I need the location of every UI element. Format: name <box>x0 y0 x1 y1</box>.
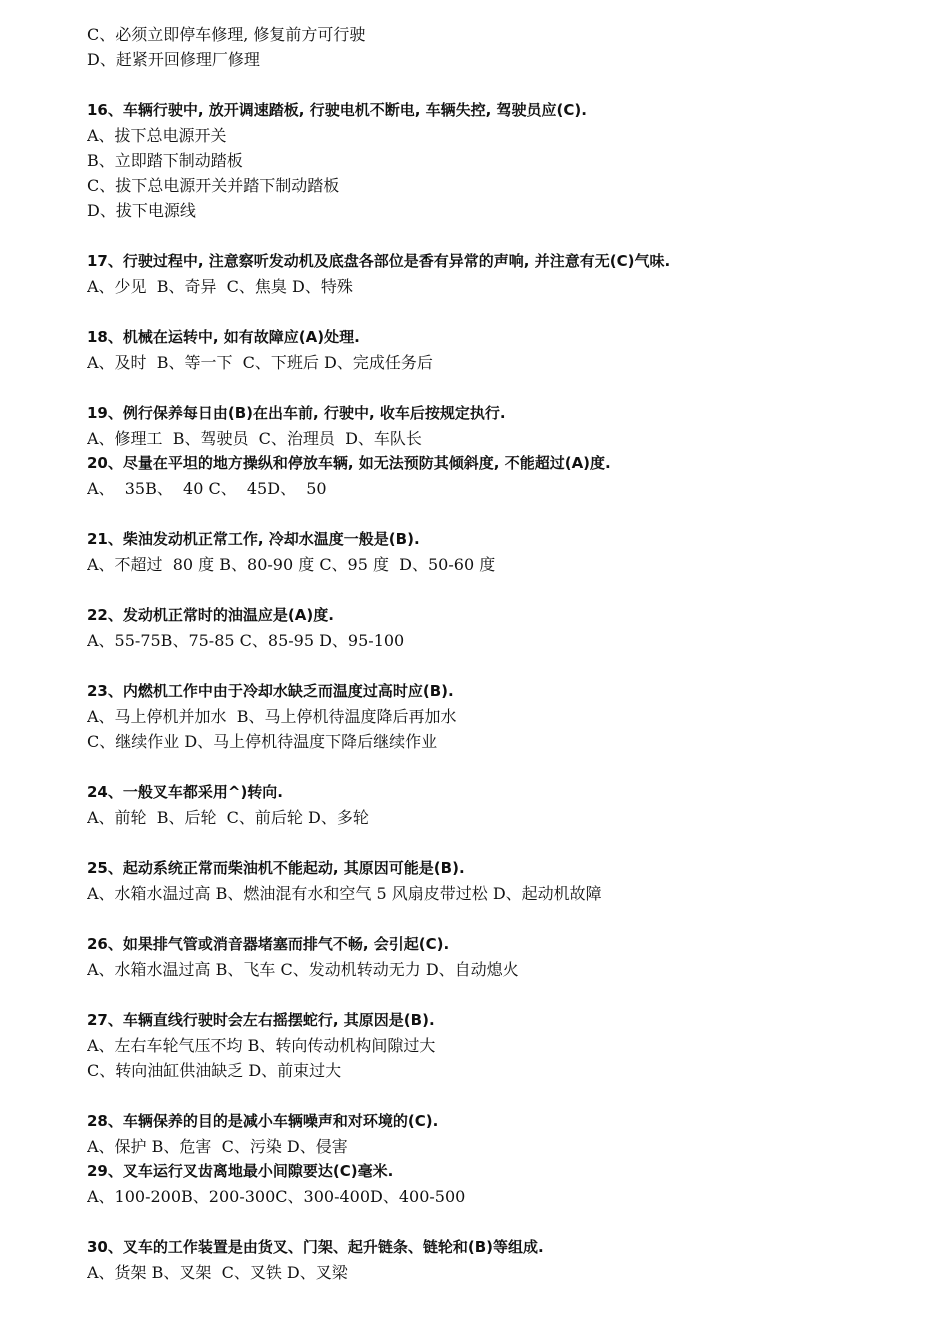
answer-options: A、水箱水温过高 B、燃油混有水和空气 5 风扇皮带过松 D、起动机故障 <box>87 884 602 903</box>
answer-options: A、不超过 80 度 B、80-90 度 C、95 度 D、50-60 度 <box>87 555 496 574</box>
blank-line <box>87 577 907 603</box>
answer-options: A、货架 B、叉架 C、叉铁 D、叉梁 <box>87 1263 348 1282</box>
blank-line <box>87 375 907 401</box>
question-text: 22、发动机正常时的油温应是(A)度. <box>87 606 334 624</box>
answer-options: A、及时 B、等一下 C、下班后 D、完成任务后 <box>87 353 433 372</box>
blank-line <box>87 754 907 780</box>
blank-line <box>87 1083 907 1109</box>
answer-options: A、修理工 B、驾驶员 C、治理员 D、车队长 <box>87 429 422 448</box>
document-page <box>87 22 907 1285</box>
answer-options: D、拔下电源线 <box>87 201 196 220</box>
question-text: 17、行驶过程中, 注意察听发动机及底盘各部位是香有异常的声响, 并注意有无(C)气味. <box>87 252 671 270</box>
question-text: 18、机械在运转中, 如有故障应(A)处理. <box>87 328 360 346</box>
answer-options: A、保护 B、危害 C、污染 D、侵害 <box>87 1137 348 1156</box>
blank-line <box>87 982 907 1008</box>
blank-line <box>87 1209 907 1235</box>
question-text: 16、车辆行驶中, 放开调速踏板, 行驶电机不断电, 车辆失控, 驾驶员应(C). <box>87 101 587 119</box>
question-text: 24、一般叉车都采用^)转向. <box>87 783 283 801</box>
answer-options: A、 35B、 40 C、 45D、 50 <box>87 479 327 498</box>
blank-line <box>87 299 907 325</box>
question-text: 19、例行保养每日由(B)在出车前, 行驶中, 收车后按规定执行. <box>87 404 506 422</box>
question-text: 28、车辆保养的目的是减小车辆噪声和对环境的(C). <box>87 1112 439 1130</box>
answer-options: A、100-200B、200-300C、300-400D、400-500 <box>87 1187 466 1206</box>
answer-options: C、必须立即停车修理, 修复前方可行驶 <box>87 25 366 44</box>
question-text: 20、尽量在平坦的地方操纵和停放车辆, 如无法预防其倾斜度, 不能超过(A)度. <box>87 454 611 472</box>
blank-line <box>87 830 907 856</box>
answer-options: D、赶紧开回修理厂修理 <box>87 50 260 69</box>
blank-line <box>87 72 907 98</box>
question-text: 21、柴油发动机正常工作, 冷却水温度一般是(B). <box>87 530 420 548</box>
answer-options: A、马上停机并加水 B、马上停机待温度降后再加水 <box>87 707 457 726</box>
answer-options: A、前轮 B、后轮 C、前后轮 D、多轮 <box>87 808 369 827</box>
answer-options: A、左右车轮气压不均 B、转向传动机构间隙过大 <box>87 1036 436 1055</box>
question-text: 27、车辆直线行驶时会左右摇摆蛇行, 其原因是(B). <box>87 1011 435 1029</box>
blank-line <box>87 223 907 249</box>
answer-options: C、转向油缸供油缺乏 D、前束过大 <box>87 1061 342 1080</box>
answer-options: B、立即踏下制动踏板 <box>87 151 243 170</box>
question-text: 29、叉车运行叉齿离地最小间隙要达(C)毫米. <box>87 1162 394 1180</box>
answer-options: A、拔下总电源开关 <box>87 126 227 145</box>
blank-line <box>87 906 907 932</box>
question-text: 30、叉车的工作装置是由货叉、门架、起升链条、链轮和(B)等组成. <box>87 1238 544 1256</box>
answer-options: C、继续作业 D、马上停机待温度下降后继续作业 <box>87 732 438 751</box>
answer-options: A、少见 B、奇异 C、焦臭 D、特殊 <box>87 277 353 296</box>
answer-options: A、水箱水温过高 B、飞车 C、发动机转动无力 D、自动熄火 <box>87 960 519 979</box>
answer-options: C、拔下总电源开关并踏下制动踏板 <box>87 176 340 195</box>
blank-line <box>87 501 907 527</box>
answer-options: A、55-75B、75-85 C、85-95 D、95-100 <box>87 631 405 650</box>
blank-line <box>87 653 907 679</box>
question-text: 23、内燃机工作中由于冷却水缺乏而温度过高时应(B). <box>87 682 454 700</box>
question-text: 25、起动系统正常而柴油机不能起动, 其原因可能是(B). <box>87 859 465 877</box>
question-text: 26、如果排气管或消音器堵塞而排气不畅, 会引起(C). <box>87 935 450 953</box>
